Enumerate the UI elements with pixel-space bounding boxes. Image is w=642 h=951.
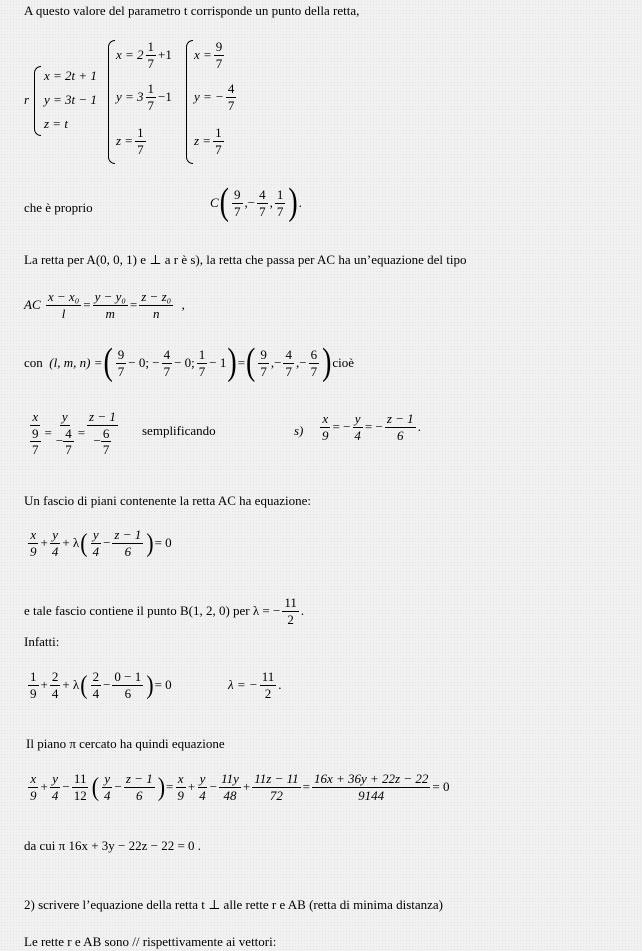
eq-z-res: z = $\frac{1}{7}$ [194, 125, 222, 157]
infatti-label: Infatti: [24, 634, 60, 649]
eq-x: x = 2t + 1 [44, 68, 97, 83]
direction-vector: con (l, m, n) = ( $\frac{9}{7}$ − 0; − $\frac{4}{7}$ − 0; $\frac{1}{7}$ − 1 ) = ( $\frac{9}{7}$ ,− $\frac{4}{7}$ ,− $\frac{6}{7}$ ) cioè [24, 341, 355, 384]
line-label-r: r [24, 92, 30, 107]
fascio-point-text: e tale fascio contiene il punto B(1, 2, 0) per λ = − $\frac{11}{2}$ . [24, 595, 305, 627]
eq-y-res: y = − $\frac{4}{7}$ [194, 81, 235, 113]
brace-3 [186, 40, 193, 164]
che-label: che è proprio [24, 200, 93, 215]
brace-1 [34, 66, 41, 136]
plane-result: da cui π 16x + 3y − 22z − 22 = 0 . [24, 838, 202, 853]
eq-x-res: x = $\frac{9}{7}$ [194, 39, 223, 71]
eq-z-sub: z = $\frac{1}{7}$ [116, 125, 144, 157]
piano-text: Il piano π cercato ha quindi equazione [26, 736, 225, 751]
point-C: C ( $\frac{9}{7}$ ,− $\frac{4}{7}$ , $\frac{1}{7}$ ) . [210, 181, 302, 224]
semplificando-label: semplificando [142, 423, 216, 438]
retta-text: La retta per A(0, 0, 1) e ⊥ a r è s), la retta che passa per AC ha un’equazione del tipo [24, 252, 467, 267]
intro-text: A questo valore del parametro t corrisponde un punto della retta, [24, 3, 360, 18]
eq-x-sub: x = 2 $\frac{1}{7}$ +1 [116, 39, 172, 71]
line-s-equation: $\frac{x}{9}$ = − $\frac{y}{4}$ = − $\frac{z - 1}{6}$ . [322, 411, 421, 443]
plane-derivation: $\frac{x}{9}$ + $\frac{y}{4}$ − $\frac{11}{12}$ ( $\frac{y}{4}$ − $\frac{z - 1}{6}$ ) = $\frac{x}{9}$ + $\frac{y}{4}$ − $\frac{11y}{48}$ + $\frac{11z - 11}{72}$ = $\frac{16x + 36y + 22z - 22}{9144}$ = 0 [30, 771, 450, 803]
task-2-text: 2) scrivere l’equazione della retta t ⊥ alle rette r e AB (retta di minima distanza) [24, 897, 444, 912]
check-equation: $\frac{1}{9}$ + $\frac{2}{4}$ + λ ( $\frac{2}{4}$ − $\frac{0 - 1}{6}$ ) = 0 [30, 669, 172, 701]
line-label-s: s) [294, 423, 304, 438]
fascio-text: Un fascio di piani contenente la retta AC ha equazione: [24, 493, 311, 508]
ac-equation: AC $\frac{\text{x − x₀}}{l}$ = $\frac{\text{y − y₀}}{m}$ = $\frac{\text{z − z₀}}{n}$ , [24, 289, 185, 321]
lambda-result: λ = − $\frac{11}{2}$ . [228, 669, 282, 701]
fascio-equation: $\frac{x}{9}$ + $\frac{y}{4}$ + λ ( $\frac{y}{4}$ − $\frac{z - 1}{6}$ ) = 0 [30, 527, 172, 559]
brace-2 [108, 40, 115, 164]
eq-y-sub: y = 3 $\frac{1}{7}$ −1 [116, 81, 172, 113]
vectors-text: Le rette r e AB sono // rispettivamente ai vettori: [24, 934, 277, 949]
eq-y: y = 3t − 1 [44, 92, 97, 107]
simplified-fractions: $\frac{x}{\frac{9}{7}}$ = y − $\frac{4}{7}$ = z − 1 − $\frac{6}{7}$ [32, 409, 116, 458]
eq-z: z = t [44, 116, 68, 131]
